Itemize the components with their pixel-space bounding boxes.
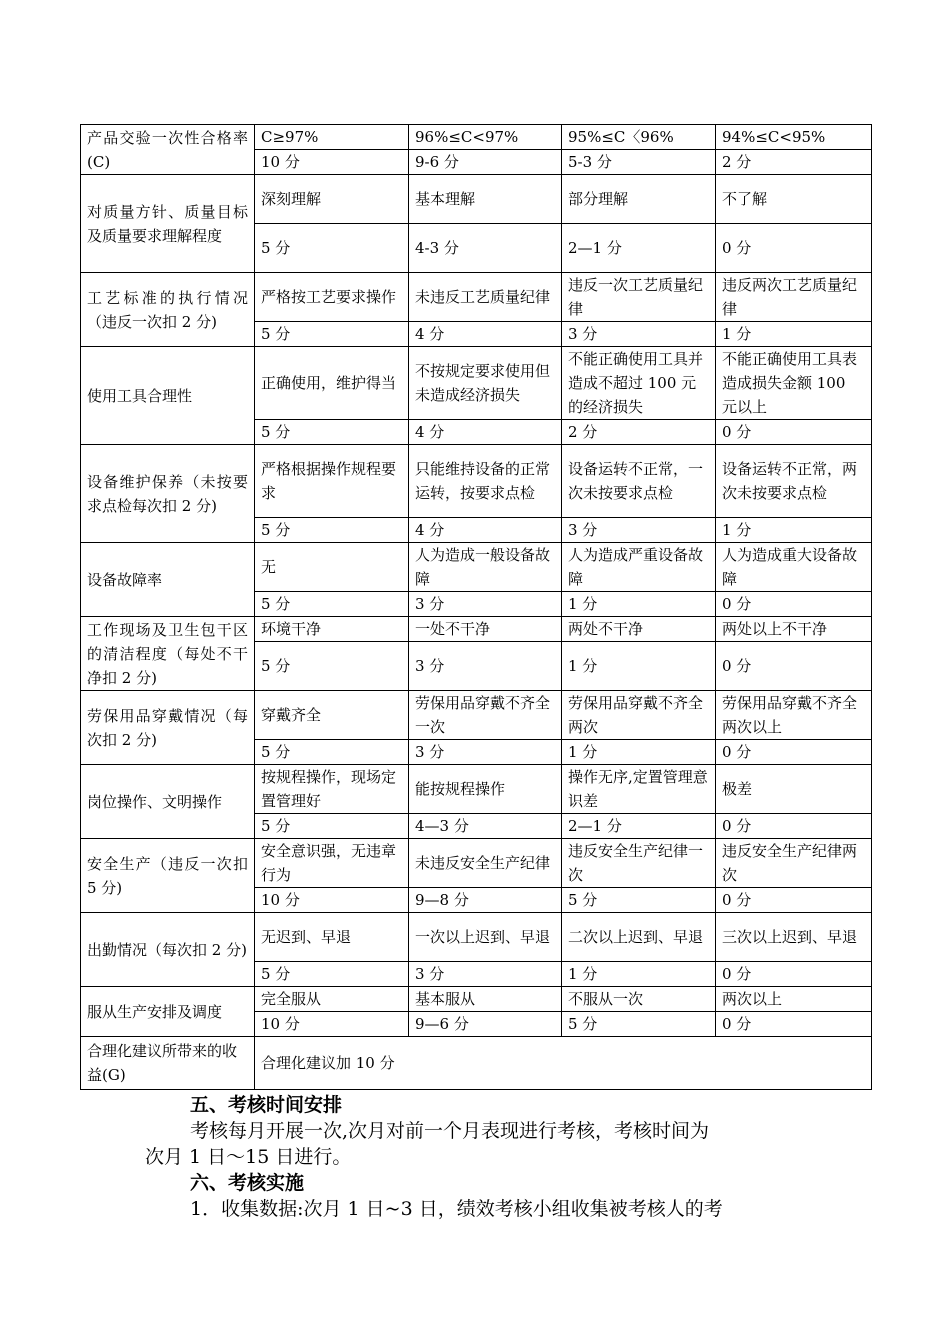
- level-score: 10 分: [255, 150, 409, 175]
- criterion-level-row: [81, 347, 872, 420]
- level-description: 95%≤C〈96%: [562, 125, 716, 150]
- level-description: 设备运转不正常，一次未按要求点检: [562, 445, 716, 518]
- level-score: 3 分: [562, 518, 716, 543]
- criterion-level-row: [81, 691, 872, 740]
- criterion-label: 工作现场及卫生包干区的清洁程度（每处不干净扣 2 分): [81, 617, 255, 691]
- level-score: 2 分: [716, 150, 872, 175]
- level-score: 0 分: [716, 814, 872, 839]
- level-score: 4 分: [409, 518, 562, 543]
- criterion-level-row: [81, 125, 872, 150]
- level-description: 不了解: [716, 175, 872, 224]
- level-score: 3 分: [409, 642, 562, 691]
- criterion-label: 安全生产（违反一次扣 5 分): [81, 839, 255, 913]
- level-score: 1 分: [562, 740, 716, 765]
- level-description: 只能维持设备的正常运转，按要求点检: [409, 445, 562, 518]
- level-description: 设备运转不正常，两次未按要求点检: [716, 445, 872, 518]
- criterion-level-row: [81, 765, 872, 814]
- level-score: 0 分: [716, 592, 872, 617]
- level-description: 安全意识强，无违章行为: [255, 839, 409, 888]
- criterion-level-row: [81, 839, 872, 888]
- level-description: 按规程操作，现场定置管理好: [255, 765, 409, 814]
- level-score: 1 分: [716, 518, 872, 543]
- section-5-heading: 五、考核时间安排: [190, 1094, 343, 1116]
- level-score: 0 分: [716, 888, 872, 913]
- level-description: 劳保用品穿戴不齐全两次: [562, 691, 716, 740]
- bonus-row: [81, 1037, 872, 1090]
- criterion-label: 设备维护保养（未按要求点检每次扣 2 分): [81, 445, 255, 543]
- criterion-label: 产品交验一次性合格率(C): [81, 125, 255, 175]
- level-score: 0 分: [716, 962, 872, 987]
- level-score: 1 分: [562, 642, 716, 691]
- level-description: 不能正确使用工具并造成不超过 100 元的经济损失: [562, 347, 716, 420]
- section-5-line-2: 次月 1 日～15 日进行。: [145, 1146, 352, 1168]
- level-description: 两处不干净: [562, 617, 716, 642]
- bonus-label: 合理化建议所带来的收益(G): [81, 1037, 255, 1090]
- level-score: 2 分: [562, 420, 716, 445]
- criterion-level-row: [81, 445, 872, 518]
- level-score: 2—1 分: [562, 224, 716, 273]
- level-score: 9—6 分: [409, 1012, 562, 1037]
- level-score: 4—3 分: [409, 814, 562, 839]
- level-score: 2—1 分: [562, 814, 716, 839]
- level-description: C≥97%: [255, 125, 409, 150]
- criterion-level-row: [81, 617, 872, 642]
- criterion-level-row: [81, 175, 872, 224]
- level-score: 1 分: [562, 592, 716, 617]
- level-score: 5 分: [255, 962, 409, 987]
- level-description: 穿戴齐全: [255, 691, 409, 740]
- level-description: 一次以上迟到、早退: [409, 913, 562, 962]
- level-score: 5 分: [255, 814, 409, 839]
- level-description: 深刻理解: [255, 175, 409, 224]
- level-description: 基本理解: [409, 175, 562, 224]
- level-score: 0 分: [716, 420, 872, 445]
- level-score: 5 分: [255, 518, 409, 543]
- level-description: 不服从一次: [562, 987, 716, 1012]
- level-description: 未违反工艺质量纪律: [409, 273, 562, 322]
- level-score: 5 分: [255, 740, 409, 765]
- level-score: 4 分: [409, 322, 562, 347]
- section-5-line-1: 考核每月开展一次,次月对前一个月表现进行考核，考核时间为: [190, 1120, 710, 1142]
- level-score: 1 分: [716, 322, 872, 347]
- level-score: 4 分: [409, 420, 562, 445]
- level-description: 严格按工艺要求操作: [255, 273, 409, 322]
- criterion-level-row: [81, 987, 872, 1012]
- level-description: 人为造成严重设备故障: [562, 543, 716, 592]
- level-score: 0 分: [716, 1012, 872, 1037]
- level-description: 两次以上: [716, 987, 872, 1012]
- level-description: 96%≤C<97%: [409, 125, 562, 150]
- text-after-table: [145, 1092, 825, 1222]
- level-score: 5 分: [255, 642, 409, 691]
- level-score: 1 分: [562, 962, 716, 987]
- criterion-label: 设备故障率: [81, 543, 255, 617]
- level-description: 三次以上迟到、早退: [716, 913, 872, 962]
- level-description: 劳保用品穿戴不齐全两次以上: [716, 691, 872, 740]
- level-score: 5 分: [255, 592, 409, 617]
- level-description: 人为造成一般设备故障: [409, 543, 562, 592]
- section-6-heading: 六、考核实施: [190, 1172, 305, 1194]
- level-description: 人为造成重大设备故障: [716, 543, 872, 592]
- level-description: 违反两次工艺质量纪律: [716, 273, 872, 322]
- level-score: 0 分: [716, 224, 872, 273]
- level-score: 0 分: [716, 642, 872, 691]
- level-description: 完全服从: [255, 987, 409, 1012]
- level-score: 0 分: [716, 740, 872, 765]
- level-description: 极差: [716, 765, 872, 814]
- criterion-label: 岗位操作、文明操作: [81, 765, 255, 839]
- level-score: 4-3 分: [409, 224, 562, 273]
- level-description: 违反安全生产纪律一次: [562, 839, 716, 888]
- level-score: 10 分: [255, 888, 409, 913]
- level-description: 不能正确使用工具表造成损失金额 100 元以上: [716, 347, 872, 420]
- level-score: 5 分: [255, 224, 409, 273]
- assessment-table: [80, 124, 872, 1090]
- level-score: 5 分: [562, 1012, 716, 1037]
- level-description: 能按规程操作: [409, 765, 562, 814]
- level-description: 94%≤C<95%: [716, 125, 872, 150]
- section-6-line-1: 1．收集数据:次月 1 日~3 日，绩效考核小组收集被考核人的考: [190, 1198, 723, 1220]
- level-score: 9-6 分: [409, 150, 562, 175]
- criterion-label: 劳保用品穿戴情况（每次扣 2 分): [81, 691, 255, 765]
- criterion-label: 工艺标准的执行情况（违反一次扣 2 分): [81, 273, 255, 347]
- level-description: 正确使用，维护得当: [255, 347, 409, 420]
- assessment-table-body: [81, 125, 872, 1090]
- level-description: 劳保用品穿戴不齐全一次: [409, 691, 562, 740]
- level-description: 部分理解: [562, 175, 716, 224]
- level-description: 无: [255, 543, 409, 592]
- level-score: 3 分: [409, 592, 562, 617]
- criterion-label: 对质量方针、质量目标及质量要求理解程度: [81, 175, 255, 273]
- level-description: 未违反安全生产纪律: [409, 839, 562, 888]
- criterion-label: 使用工具合理性: [81, 347, 255, 445]
- level-description: 无迟到、早退: [255, 913, 409, 962]
- level-description: 基本服从: [409, 987, 562, 1012]
- level-description: 环境干净: [255, 617, 409, 642]
- level-description: 严格根据操作规程要求: [255, 445, 409, 518]
- level-description: 一处不干净: [409, 617, 562, 642]
- level-score: 10 分: [255, 1012, 409, 1037]
- level-description: 违反一次工艺质量纪律: [562, 273, 716, 322]
- level-score: 3 分: [409, 962, 562, 987]
- level-description: 违反安全生产纪律两次: [716, 839, 872, 888]
- level-score: 5 分: [255, 420, 409, 445]
- level-description: 二次以上迟到、早退: [562, 913, 716, 962]
- level-description: 不按规定要求使用但未造成经济损失: [409, 347, 562, 420]
- level-score: 9—8 分: [409, 888, 562, 913]
- criterion-label: 出勤情况（每次扣 2 分): [81, 913, 255, 987]
- criterion-level-row: [81, 913, 872, 962]
- criterion-level-row: [81, 543, 872, 592]
- level-score: 3 分: [409, 740, 562, 765]
- bonus-description: 合理化建议加 10 分: [255, 1037, 872, 1090]
- level-description: 操作无序,定置管理意识差: [562, 765, 716, 814]
- criterion-level-row: [81, 273, 872, 322]
- level-score: 5 分: [255, 322, 409, 347]
- level-score: 5-3 分: [562, 150, 716, 175]
- criterion-label: 服从生产安排及调度: [81, 987, 255, 1037]
- level-score: 5 分: [562, 888, 716, 913]
- level-description: 两处以上不干净: [716, 617, 872, 642]
- level-score: 3 分: [562, 322, 716, 347]
